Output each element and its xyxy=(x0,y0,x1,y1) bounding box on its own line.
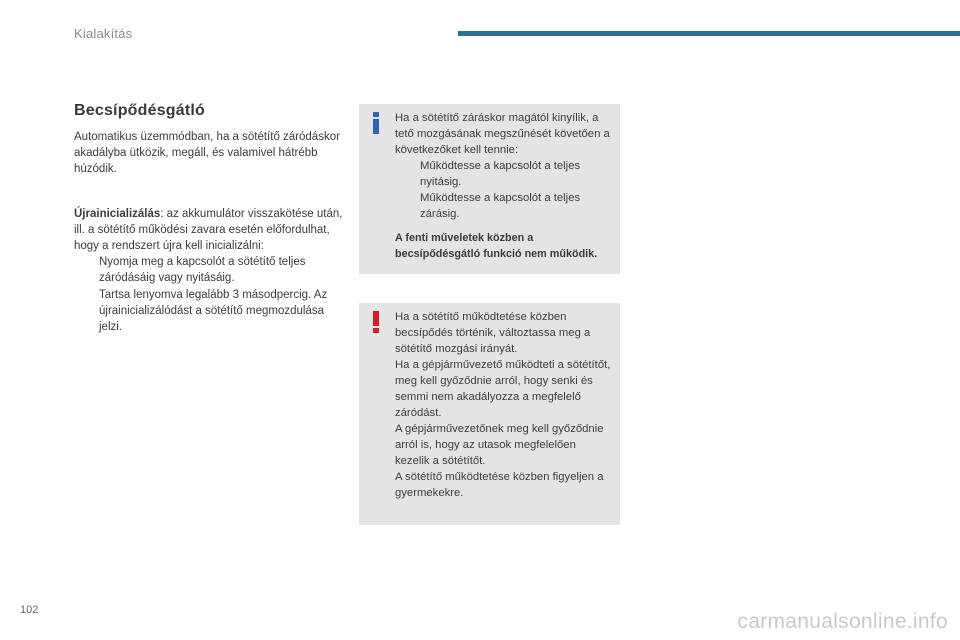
warning-paragraph: Ha a sötétítő működtetése közben becsípődés történik, változtassa meg a sötétítő mozgási irányát. xyxy=(395,311,591,355)
reinit-steps xyxy=(74,254,344,335)
reinit-label: Újrainicializálás xyxy=(74,207,161,220)
warning-paragraph: Ha a gépjárművezető működteti a sötétítőt, meg kell győződnie arról, hogy senki és semmi nem akadályozza a megfelelő záródást. xyxy=(395,359,611,419)
info-note: A fenti műveletek közben a becsípődésgátló funkció nem működik. xyxy=(395,232,598,260)
info-icon xyxy=(368,112,384,134)
reinit-text: : az akkumulátor visszakötése után, ill. a sötétítő működési zavara esetén előfordulhat, hogy a rendszert újra kell inicializálni: xyxy=(74,207,343,253)
info-steps xyxy=(395,158,612,222)
watermark: carmanualsonline.info xyxy=(737,610,948,633)
list-item: Működtesse a kapcsolót a teljes nyitásig. xyxy=(420,160,581,188)
list-item: Tartsa lenyomva legalább 3 másodpercig. Az újrainicializálódást a sötétítő megmozdulása jelzi. xyxy=(99,288,328,334)
warning-icon xyxy=(368,311,384,333)
warning-paragraph: A gépjárművezetőnek meg kell győződnie arról is, hogy az utasok megfelelően kezelik a sötétítőt. xyxy=(395,423,604,467)
warning-paragraph: A sötétítő működtetése közben figyeljen a gyermekekre. xyxy=(395,471,604,499)
page-number: 102 xyxy=(20,604,39,616)
section-title: Becsípődésgátló xyxy=(74,102,206,119)
info-box xyxy=(359,104,620,274)
list-item: Nyomja meg a kapcsolót a sötétítő teljes záródásáig vagy nyitásáig. xyxy=(99,256,306,285)
intro-paragraph: Automatikus üzemmódban, ha a sötétítő záródáskor akadályba ütközik, megáll, és valamivel hátrébb húzódik. xyxy=(74,131,340,176)
main-column xyxy=(74,102,344,335)
info-text: Ha a sötétítő záráskor magától kinyílik, a tető mozgásának megszűnését követően a következőket kell tennie: xyxy=(395,112,610,156)
list-item: Működtesse a kapcsolót a teljes zárásig. xyxy=(420,192,581,220)
header-rule xyxy=(458,31,960,36)
page-header-title: Kialakítás xyxy=(74,26,133,41)
warning-box xyxy=(359,303,620,525)
reinit-paragraph xyxy=(74,206,344,255)
